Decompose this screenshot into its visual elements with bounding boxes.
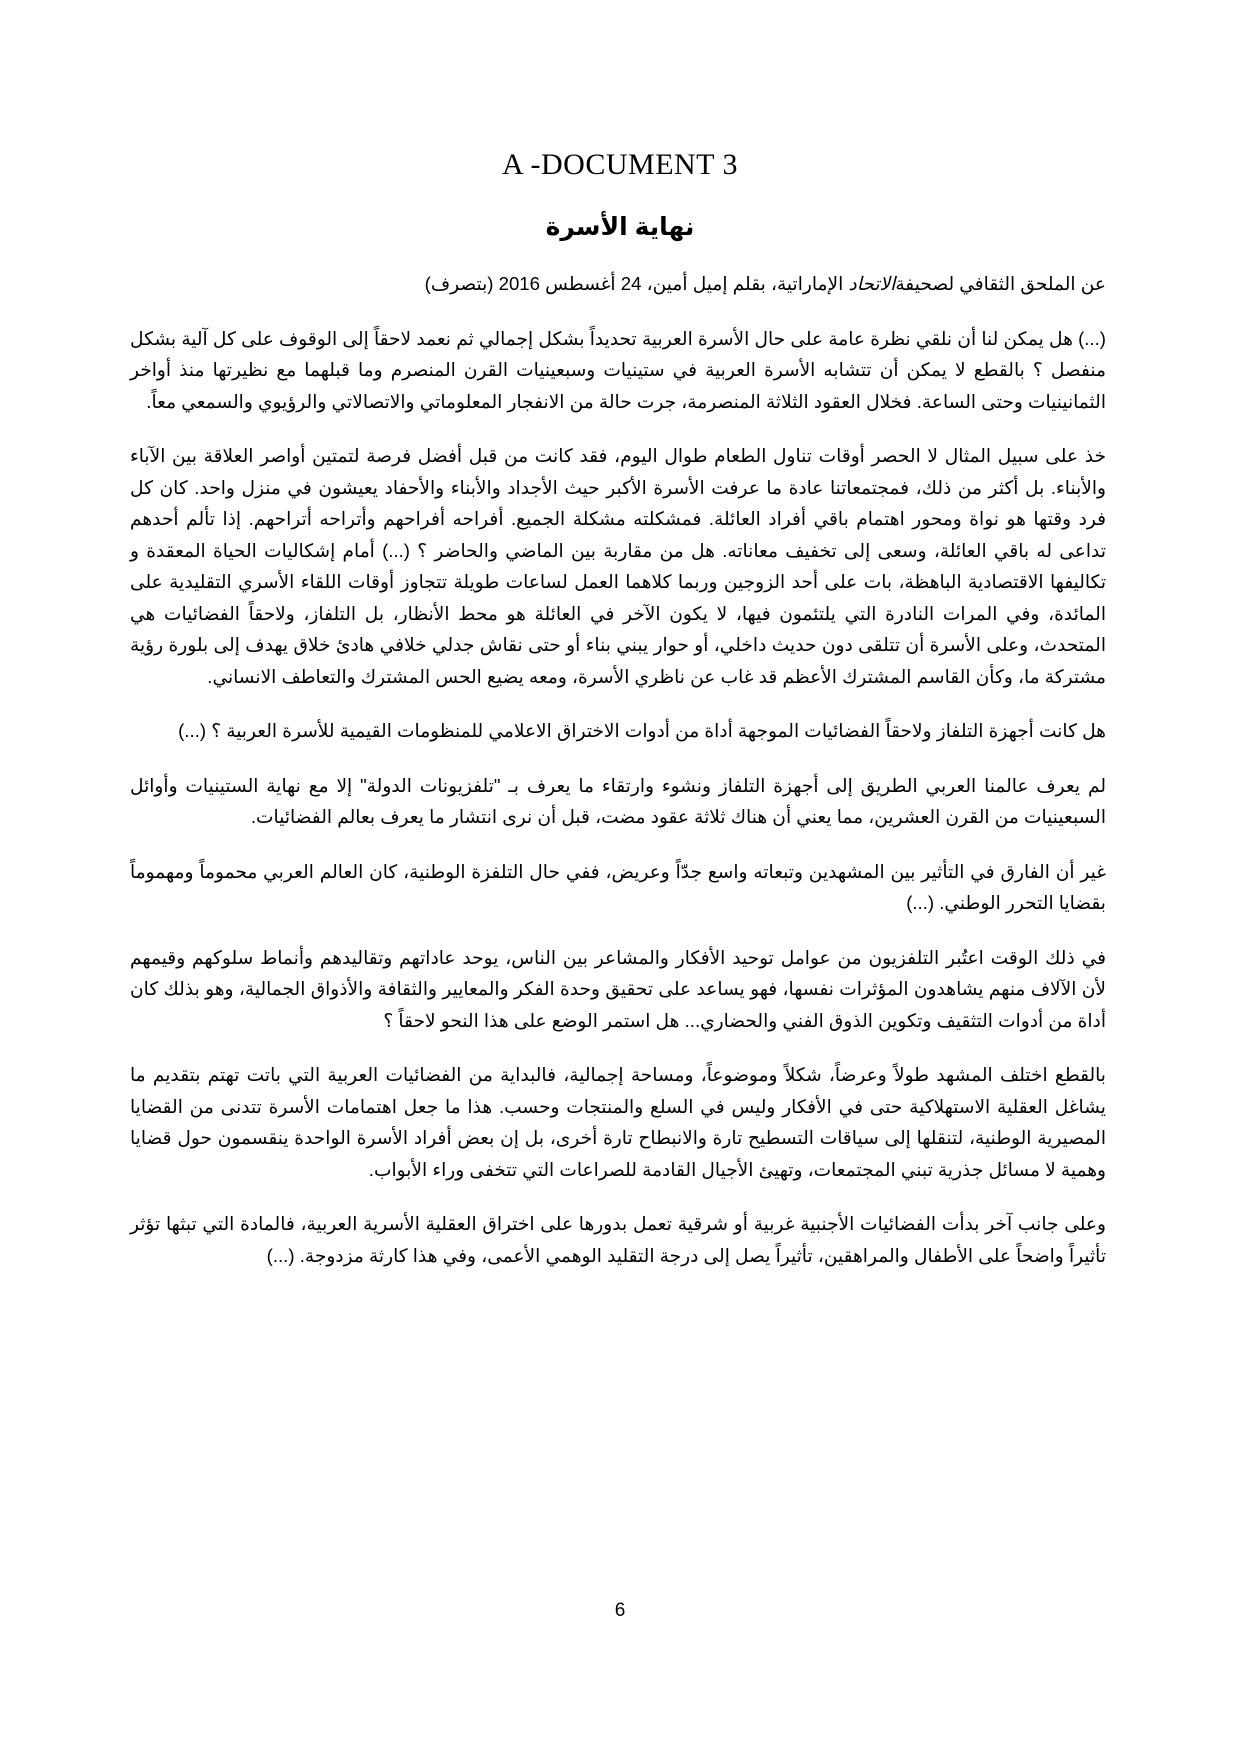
paragraph-2: خذ على سبيل المثال لا الحصر أوقات تناول الطعام طوال اليوم، فقد كانت من قبل أفضل فرصة لتمتين أواصر العلاقة بين الآباء والأبناء. بل أكثر من ذلك، فمجتمعاتنا عادة ما عرفت الأسرة الأكبر حيث الأجداد والأبناء والأحفاد يعيشون في منزل واحد. كان كل فرد وقتها هو نواة ومحور اهتمام باقي أفراد العائلة. فمشكلته مشكلة الجميع. أفراحه أفراحهم وأتراحه أتراحهم. إذا تألم أحدهم تداعى له باقي العائلة، وسعى إلى تخفيف معاناته. هل من مقاربة بين الماضي والحاضر ؟ (...) أمام إشكاليات الحياة المعقدة و تكاليفها الاقتصادية الباهظة، بات على أحد الزوجين وربما كلاهما العمل لساعات طويلة تتجاوز أوقات اللقاء الأسري التقليدية على المائدة، وفي المرات النادرة التي يلتئمون فيها، لا يكون الآخر في العائلة هو محط الأنظار، بل التلفاز، ولاحقاً الفضائيات هي المتحدث، وعلى الأسرة أن تتلقى دون حديث داخلي، أو حوار يبني بناء أو حتى نقاش جدلي خلافي هادئ خلاق يهدف إلى بلورة رؤية مشتركة ما، وكأن القاسم المشترك الأعظم قد غاب عن ناظري الأسرة، ومعه يضيع الحس المشترك والتعاطف الانساني. bbox=[130, 445, 1106, 687]
document-heading: A -DOCUMENT 3 bbox=[502, 148, 738, 181]
paragraph-7: بالقطع اختلف المشهد طولاً وعرضاً، شكلاً وموضوعاً، ومساحة إجمالية، فالبداية من الفضائيات العربية التي باتت تهتم بتقديم ما يشاغل العقلية الاستهلاكية حتى في الأفكار وليس في السلع والمنتجات وحسب. هذا ما جعل اهتمامات الأسرة تتدنى من القضايا المصيرية الوطنية، لتنقلها إلى سياقات التسطيح تارة والانبطاح تارة أخرى، بل إن بعض أفراد الأسرة الواحدة ينقسمون حول قضايا وهمية لا مسائل جذرية تبني المجتمعات، وتهيئ الأجيال القادمة للصراعات التي تتخفى وراء الأبواب. bbox=[130, 1064, 1106, 1180]
article-body bbox=[130, 268, 1106, 1294]
article-title: نهاية الأسرة bbox=[545, 213, 695, 241]
source-prefix: عن الملحق الثقافي لصحيفة bbox=[895, 273, 1106, 294]
paragraph-5: غير أن الفارق في التأثير بين المشهدين وتبعاته واسع جدّاً وعريض، ففي حال التلفزة الوطنية، كان العالم العربي محموماً ومهموماً بقضايا التحرر الوطني. (...) bbox=[130, 860, 1106, 913]
paragraph-3: هل كانت أجهزة التلفاز ولاحقاً الفضائيات الموجهة أداة من أدوات الاختراق الاعلامي للمنظومات القيمية للأسرة العربية ؟ (...) bbox=[178, 720, 1106, 741]
page-number: 6 bbox=[614, 1600, 626, 1621]
publication-name: الاتحاد bbox=[848, 273, 896, 294]
source-citation bbox=[130, 268, 1106, 300]
paragraph-1: (...) هل يمكن لنا أن نلقي نظرة عامة على حال الأسرة العربية تحديداً بشكل إجمالي ثم نعمد لاحقاً إلى الوقوف على كل آلية بشكل منفصل ؟ بالقطع لا يمكن أن تتشابه الأسرة العربية في ستينيات وسبعينيات القرن المنصرم وما قبلهما مع نظيرتها منذ أواخر الثمانينيات وحتى الساعة. فخلال العقود الثلاثة المنصرمة، جرت حالة من الانفجار المعلوماتي والاتصالاتي والرؤيوي والسمعي معاً. bbox=[130, 327, 1106, 412]
paragraph-6: في ذلك الوقت اعتُبر التلفزيون من عوامل توحيد الأفكار والمشاعر بين الناس، يوحد عاداتهم وتقاليدهم وأنماط سلوكهم وقيمهم لأن الآلاف منهم يشاهدون المؤثرات نفسها، فهو يساعد على تحقيق وحدة الفكر والمعايير والثقافة والأذواق الجمالية، وهو بذلك كان أداة من أدوات التثقيف وتكوين الذوق الفني والحضاري... هل استمر الوضع على هذا النحو لاحقاً ؟ bbox=[130, 946, 1106, 1031]
paragraph-8: وعلى جانب آخر بدأت الفضائيات الأجنبية غربية أو شرقية تعمل بدورها على اختراق العقلية الأسرية العربية، فالمادة التي تبثها تؤثر تأثيراً واضحاً على الأطفال والمراهقين، تأثيراً يصل إلى درجة التقليد الوهمي الأعمى، وفي هذا كارثة مزدوجة. (...) bbox=[130, 1213, 1106, 1266]
source-suffix: الإماراتية، بقلم إميل أمين، 24 أغسطس 2016 (بتصرف) bbox=[424, 273, 849, 294]
paragraph-4: لم يعرف عالمنا العربي الطريق إلى أجهزة التلفاز ونشوء وارتقاء ما يعرف بـ "تلفزيونات الدولة" إلا مع نهاية الستينيات وأوائل السبعينيات من القرن العشرين، مما يعني أن هناك ثلاثة عقود مضت، قبل أن نرى انتشار ما يعرف بعالم الفضائيات. bbox=[130, 774, 1106, 827]
